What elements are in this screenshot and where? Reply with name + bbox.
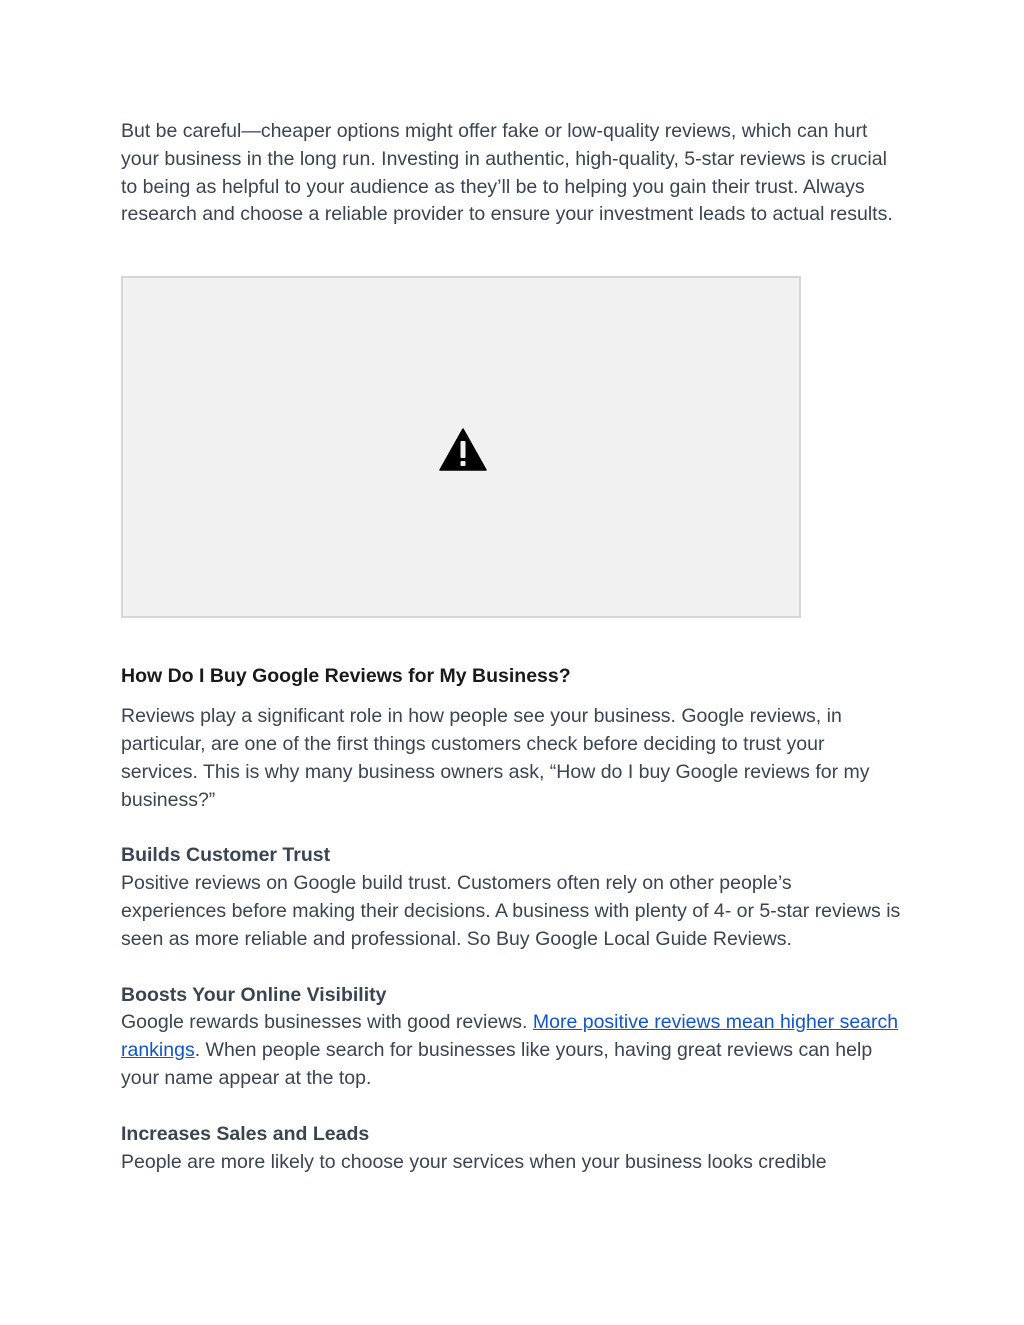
section-heading: How Do I Buy Google Reviews for My Business? [121,665,571,688]
section-sales-leads [121,1121,901,1177]
section-body [121,1009,901,1092]
lead-paragraph: Reviews play a significant role in how people see your business. Google reviews, in particular, are one of the first things customers check before deciding to trust your services. This is why many business owners ask, “How do I buy Google reviews for my business?” [121,705,870,811]
body-text-before-link: Google rewards businesses with good reviews. [121,1011,533,1034]
section-body: People are more likely to choose your services when your business looks credible [121,1150,827,1173]
section-body: Positive reviews on Google build trust. Customers often rely on other people’s experiences before making their decisions. A business with plenty of 4- or 5-star reviews is seen as more reliable and professional. So Buy Google Local Guide Reviews. [121,872,901,950]
section-builds-trust [121,842,901,953]
section-title: Builds Customer Trust [121,844,331,867]
intro-paragraph: But be careful—cheaper options might offer fake or low-quality reviews, which can hurt your business in the long run. Investing in authentic, high-quality, 5-star reviews is crucial to being as helpful to your audience as they’ll be to helping you gain their trust. Always research and choose a reliable provider to ensure your investment leads to actual results. [121,120,893,226]
broken-image-placeholder [121,276,801,618]
warning-icon [439,428,487,472]
section-online-visibility [121,982,901,1093]
search-rankings-link[interactable]: More positive reviews mean higher search rankings [121,1011,899,1062]
body-text-after-link: . When people search for businesses like yours, having great reviews can help your name appear at the top. [121,1039,873,1089]
section-title: Boosts Your Online Visibility [121,983,387,1006]
section-title: Increases Sales and Leads [121,1122,370,1145]
document-page [121,118,901,1176]
